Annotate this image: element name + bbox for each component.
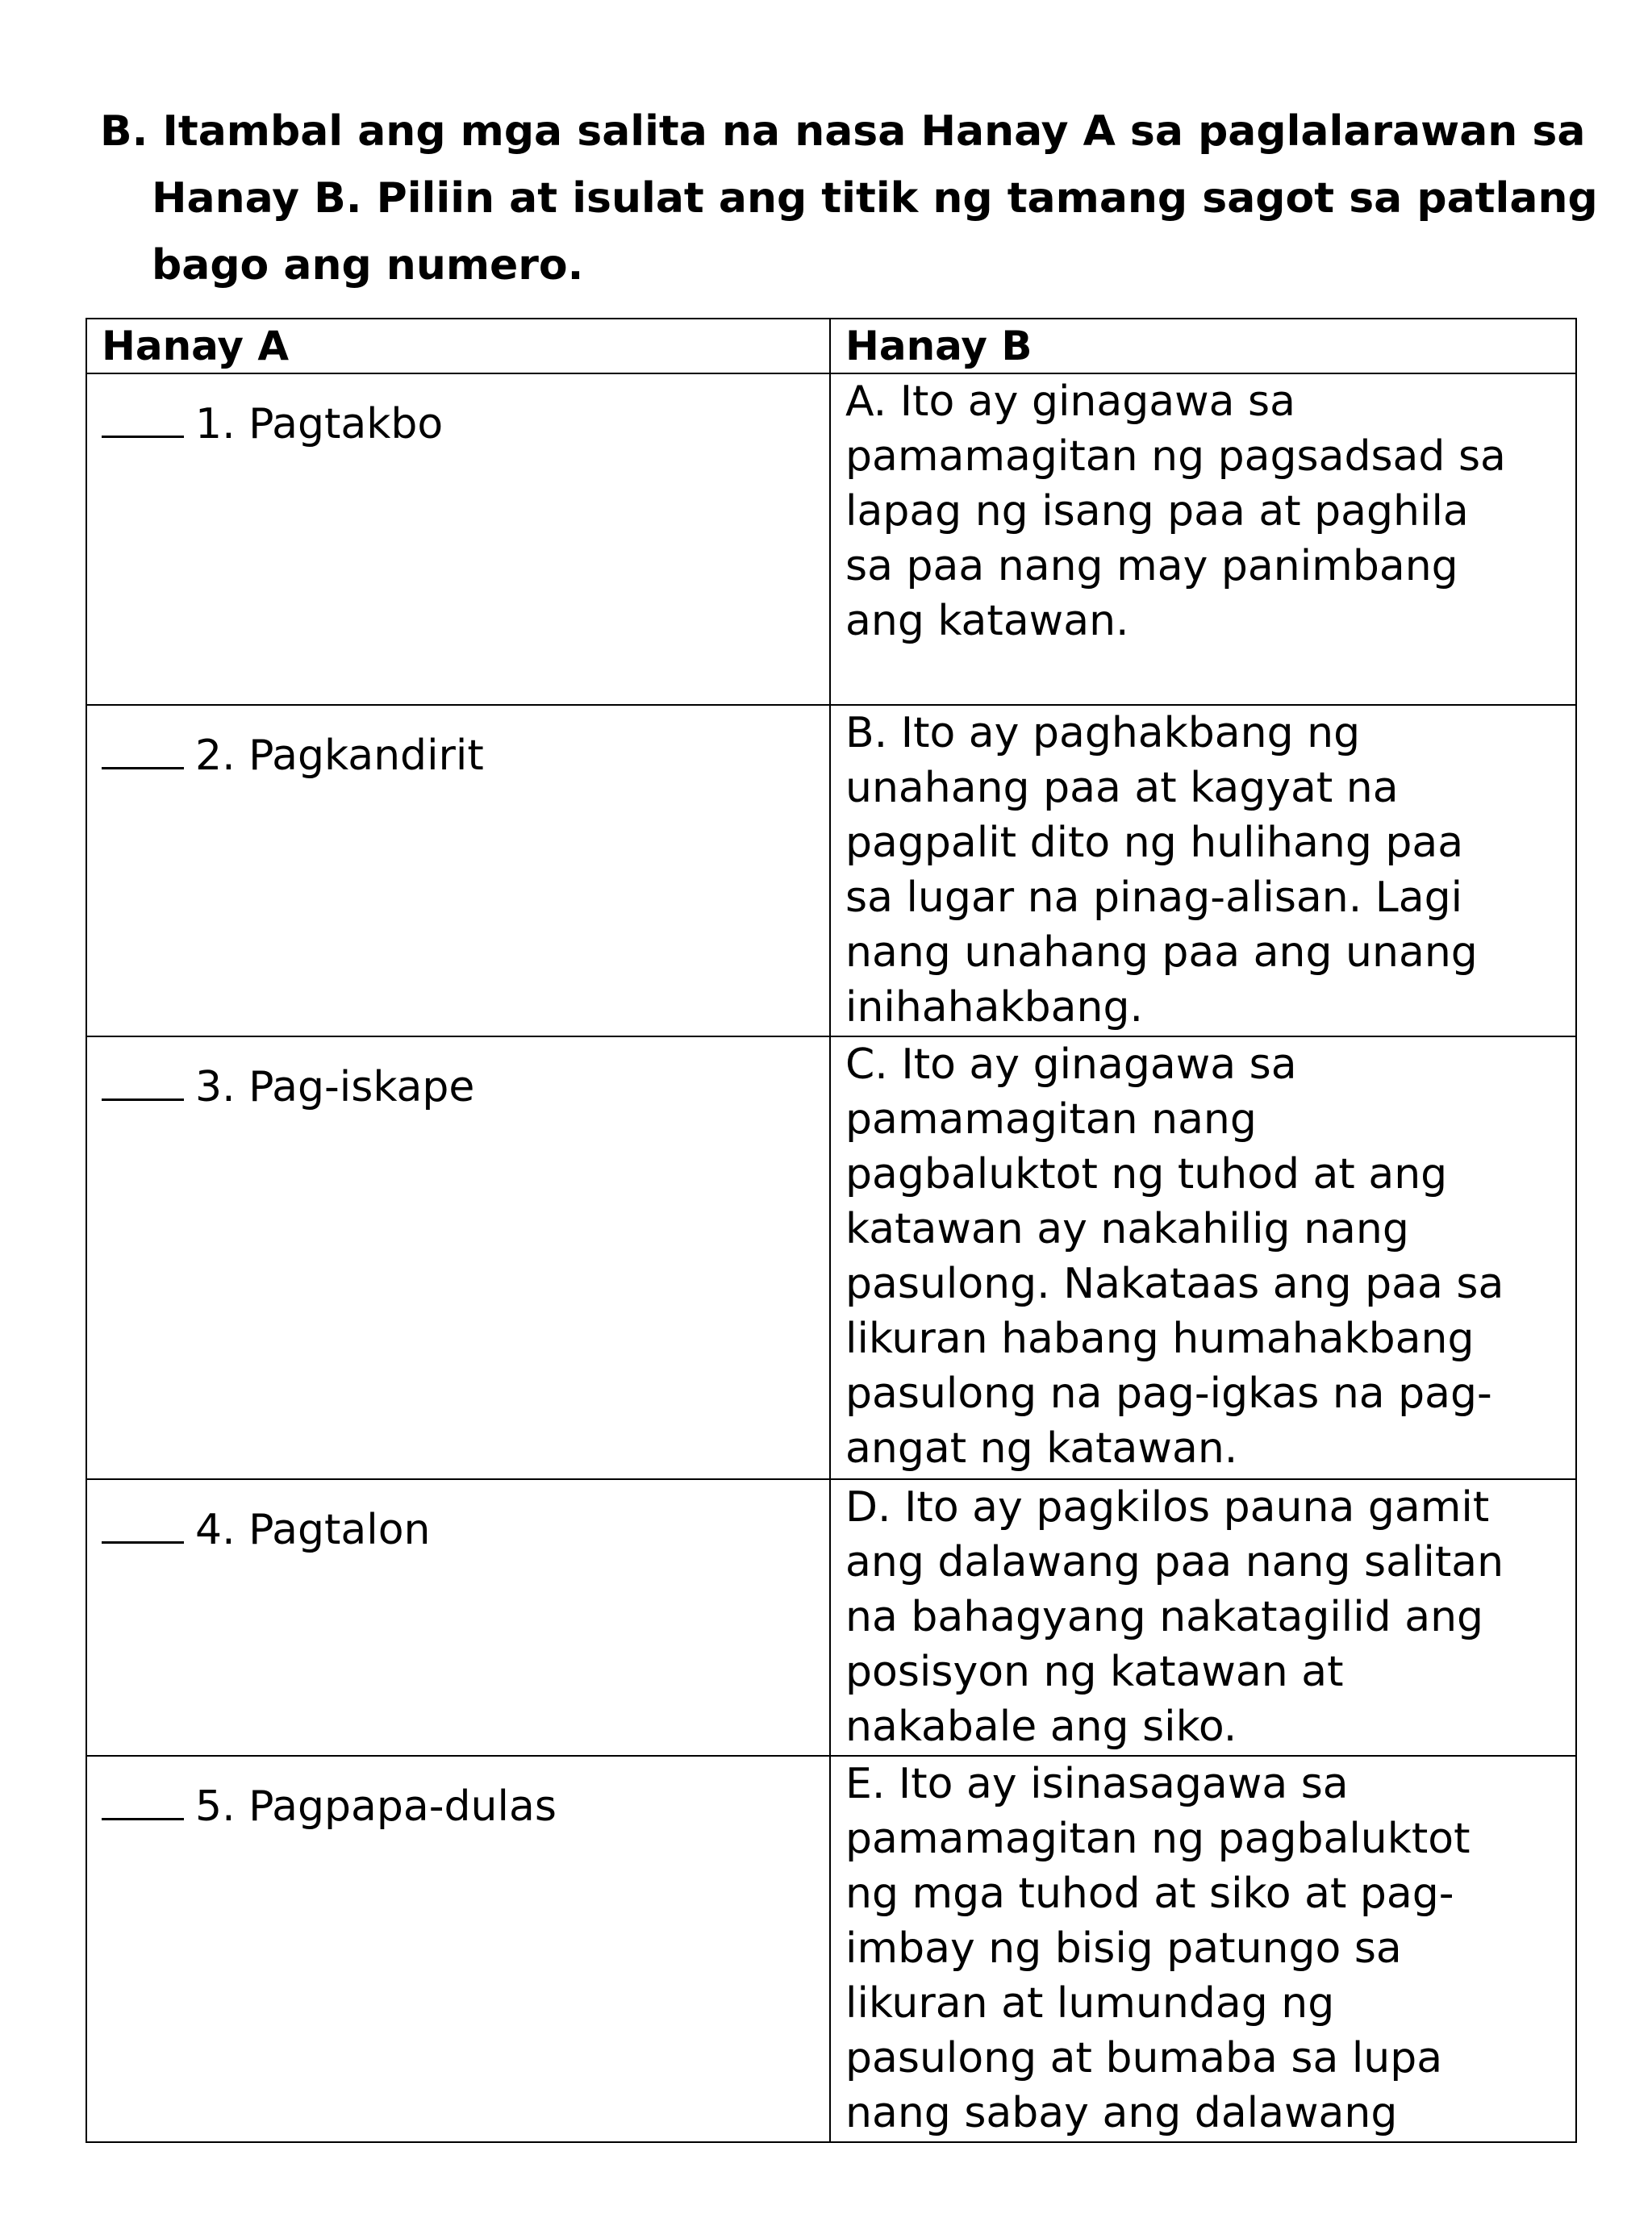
hanay-b-description-line: nang unahang paa ang unang bbox=[845, 928, 1478, 977]
table-row bbox=[86, 373, 1576, 705]
hanay-b-description-line: likuran habang humahakbang bbox=[845, 1315, 1475, 1363]
hanay-b-description-line: na bahagyang nakatagilid ang bbox=[845, 1593, 1484, 1641]
hanay-b-cell bbox=[830, 1479, 1576, 1756]
hanay-b-description-line: pamamagitan nang bbox=[845, 1095, 1257, 1144]
matching-table bbox=[86, 318, 1577, 2143]
hanay-b-description-line: pasulong. Nakataas ang paa sa bbox=[845, 1260, 1504, 1308]
hanay-b-cell bbox=[830, 373, 1576, 705]
hanay-b-description-line: nang sabay ang dalawang bbox=[845, 2089, 1398, 2137]
table-row bbox=[86, 1756, 1576, 2142]
hanay-b-description-line: pagbaluktot ng tuhod at ang bbox=[845, 1150, 1448, 1199]
hanay-b-description-line: ang dalawang paa nang salitan bbox=[845, 1538, 1504, 1586]
answer-blank[interactable] bbox=[102, 725, 184, 769]
hanay-b-description-line: unahang paa at kagyat na bbox=[845, 764, 1399, 812]
hanay-b-description-line: C. Ito ay ginagawa sa bbox=[845, 1040, 1297, 1089]
hanay-b-description-line: posisyon ng katawan at bbox=[845, 1648, 1344, 1696]
hanay-b-cell bbox=[830, 1756, 1576, 2142]
hanay-b-description-line: A. Ito ay ginagawa sa bbox=[845, 377, 1295, 426]
hanay-b-description-line: ng mga tuhod at siko at pag- bbox=[845, 1870, 1454, 1918]
hanay-a-cell bbox=[86, 1479, 830, 1756]
header-row bbox=[86, 319, 1576, 373]
hanay-a-cell bbox=[86, 373, 830, 705]
hanay-a-item: 4. Pagtalon bbox=[195, 1506, 431, 1554]
table-row bbox=[86, 705, 1576, 1036]
hanay-a-item: 2. Pagkandirit bbox=[195, 732, 484, 780]
answer-blank[interactable] bbox=[102, 1057, 184, 1101]
hanay-b-cell bbox=[830, 705, 1576, 1036]
hanay-b-description-line: sa paa nang may panimbang bbox=[845, 542, 1458, 590]
answer-blank[interactable] bbox=[102, 394, 184, 438]
hanay-b-description-line: nakabale ang siko. bbox=[845, 1703, 1237, 1751]
hanay-b-description-line: ang katawan. bbox=[845, 597, 1129, 645]
column-header-hanay-a: Hanay A bbox=[86, 319, 830, 373]
table-row bbox=[86, 1479, 1576, 1756]
hanay-b-description-line: E. Ito ay isinasagawa sa bbox=[845, 1760, 1349, 1808]
hanay-b-description-line: pamamagitan ng pagsadsad sa bbox=[845, 432, 1506, 481]
hanay-b-description-line: angat ng katawan. bbox=[845, 1424, 1238, 1473]
hanay-a-item: 5. Pagpapa-dulas bbox=[195, 1782, 557, 1831]
hanay-b-description-line: likuran at lumundag ng bbox=[845, 1979, 1335, 2028]
hanay-a-cell bbox=[86, 705, 830, 1036]
instruction-paragraph bbox=[100, 98, 1598, 299]
hanay-b-description-line: pasulong at bumaba sa lupa bbox=[845, 2034, 1443, 2082]
hanay-b-description-line: sa lugar na pinag-alisan. Lagi bbox=[845, 873, 1463, 922]
instruction-line: bago ang numero. bbox=[152, 241, 584, 290]
table-row bbox=[86, 1036, 1576, 1479]
instruction-line: B. Itambal ang mga salita na nasa Hanay A sa paglalarawan sa bbox=[100, 107, 1586, 156]
instruction-line: Hanay B. Piliin at isulat ang titik ng tamang sagot sa patlang bbox=[152, 174, 1598, 223]
hanay-b-description-line: katawan ay nakahilig nang bbox=[845, 1205, 1409, 1253]
hanay-b-cell bbox=[830, 1036, 1576, 1479]
hanay-a-cell bbox=[86, 1756, 830, 2142]
answer-blank[interactable] bbox=[102, 1499, 184, 1544]
hanay-b-description-line: D. Ito ay pagkilos pauna gamit bbox=[845, 1483, 1490, 1532]
hanay-b-description-line: pagpalit dito ng hulihang paa bbox=[845, 819, 1464, 867]
hanay-b-description-line: pasulong na pag-igkas na pag- bbox=[845, 1369, 1492, 1418]
hanay-b-description-line: inihahakbang. bbox=[845, 983, 1143, 1032]
column-header-hanay-b: Hanay B bbox=[830, 319, 1576, 373]
answer-blank[interactable] bbox=[102, 1776, 184, 1820]
hanay-a-item: 1. Pagtakbo bbox=[195, 400, 444, 448]
hanay-a-item: 3. Pag-iskape bbox=[195, 1063, 475, 1111]
hanay-b-description-line: lapag ng isang paa at paghila bbox=[845, 487, 1469, 536]
hanay-b-description-line: imbay ng bisig patungo sa bbox=[845, 1924, 1402, 1973]
hanay-b-description-line: B. Ito ay paghakbang ng bbox=[845, 709, 1361, 757]
hanay-a-cell bbox=[86, 1036, 830, 1479]
hanay-b-description-line: pamamagitan ng pagbaluktot bbox=[845, 1815, 1471, 1863]
